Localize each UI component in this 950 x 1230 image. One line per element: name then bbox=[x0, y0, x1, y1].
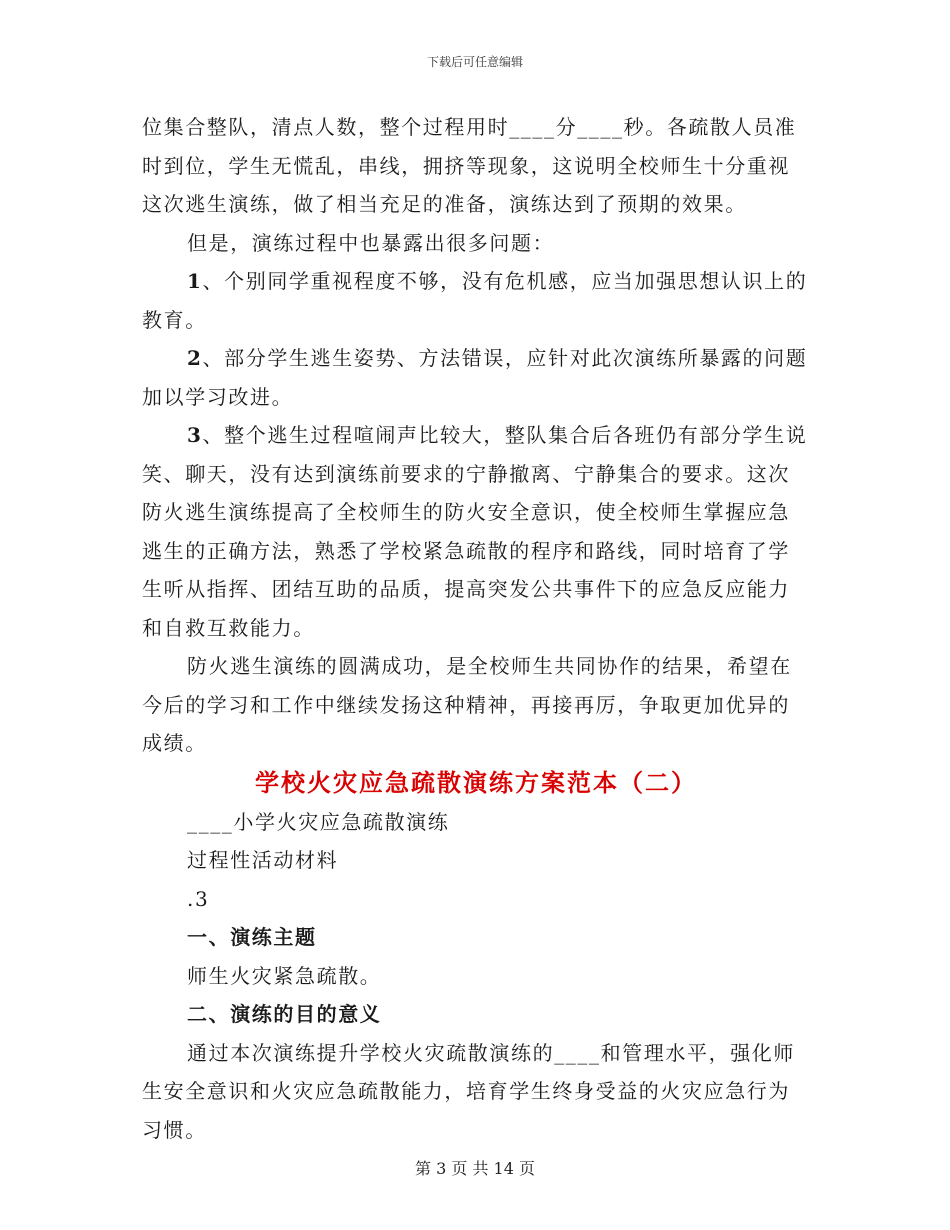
numbered-paragraph bbox=[142, 339, 810, 416]
paragraph: 通过本次演练提升学校火灾疏散演练的____和管理水平，强化师生安全意识和火灾应急疏散能力，培育学生终身受益的火灾应急行为习惯。 bbox=[142, 1040, 795, 1142]
item-number: 3 bbox=[187, 423, 203, 447]
paragraph: 位集合整队，清点人数，整个过程用时____分____秒。各疏散人员准时到位，学生无慌乱，串线，拥挤等现象，这说明全校师生十分重视这次逃生演练，做了相当充足的准备，演练达到了预期的效果。 bbox=[142, 115, 797, 216]
item-number: 2 bbox=[187, 346, 203, 370]
paragraph: 防火逃生演练的圆满成功，是全校师生共同协作的结果，希望在今后的学习和工作中继续发扬这种精神，再接再厉，争取更加优异的成绩。 bbox=[142, 654, 792, 755]
text-line: 过程性活动材料 bbox=[187, 848, 339, 872]
page-header-note: 下载后可任意编辑 bbox=[426, 55, 523, 69]
item-text: 、整个逃生过程喧闹声比较大，整队集合后各班仍有部分学生说笑、聊天，没有达到演练前要求的宁静撤离、宁静集合的要求。这次防火逃生演练提高了全校师生的防火安全意识，使全校师生掌握应急逃生的正确方法，熟悉了学校紧急疏散的程序和路线，同时培育了学生听从指挥、团结互助的品质，提高突发公共事件下的应急反应能力和自救互救能力。 bbox=[142, 423, 808, 640]
numbered-paragraph bbox=[142, 262, 810, 339]
text-line: 师生火灾紧急疏散。 bbox=[187, 963, 382, 988]
section-heading: 二、演练的目的意义 bbox=[187, 1002, 382, 1026]
text-line: .3 bbox=[187, 886, 210, 911]
text-line: ____小学火灾应急疏散演练 bbox=[187, 809, 450, 834]
document-body bbox=[142, 108, 810, 1149]
item-text: 、部分学生逃生姿势、方法错误，应针对此次演练所暴露的问题加以学习改进。 bbox=[142, 346, 808, 409]
item-text: 、个别同学重视程度不够，没有危机感，应当加强思想认识上的教育。 bbox=[142, 269, 808, 332]
section-title: 学校火灾应急疏散演练方案范本（二） bbox=[255, 767, 697, 797]
numbered-paragraph bbox=[142, 416, 810, 647]
paragraph: 但是，演练过程中也暴露出很多问题： bbox=[187, 230, 555, 255]
page-number: 第 3 页 共 14 页 bbox=[415, 1159, 535, 1178]
section-heading: 一、演练主题 bbox=[187, 925, 317, 949]
item-number: 1 bbox=[187, 269, 203, 293]
